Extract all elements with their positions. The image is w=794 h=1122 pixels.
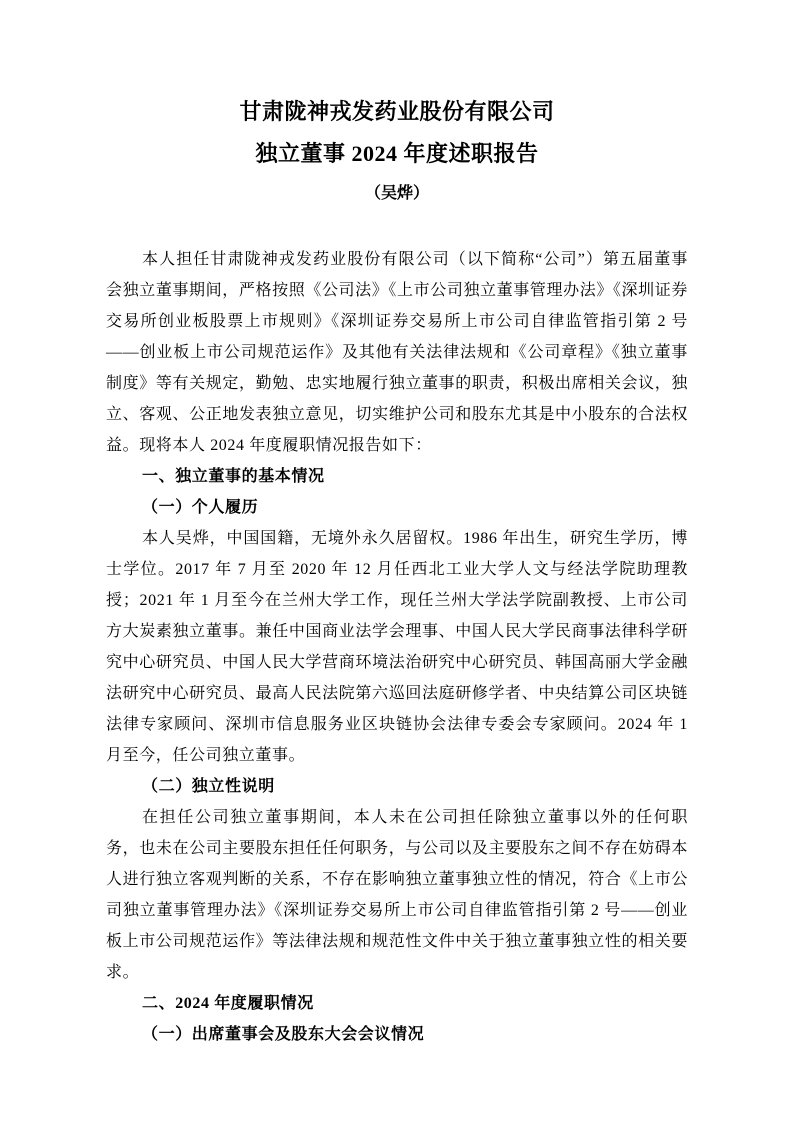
document-body [106, 244, 688, 1050]
doc-title-company: 甘肃陇神戎发药业股份有限公司 [239, 99, 555, 124]
paragraph-personal-resume: 本人吴烨，中国国籍，无境外永久居留权。1986 年出生，研究生学历，博士学位。2017 年 7 月至 2020 年 12 月任西北工业大学人文与经法学院助理教授；2021 年 1 月至今在兰州大学工作，现任兰州大学法学院副教授、上市公司方大炭素独立董事。兼任中国商业法学会理事、中国人民大学民商事法律科学研究中心研究员、中国人民大学营商环境法治研究中心研究员、韩国高丽大学金融法研究中心研究员、最高人民法院第六巡回法庭研修学者、中央结算公司区块链法律专家顾问、深圳市信息服务业区块链协会法律专委会专家顾问。2024 年 1 月至今，任公司独立董事。 [106, 530, 688, 764]
heading-section-2-performance: 二、2024 年度履职情况 [142, 995, 314, 1012]
doc-title-report: 独立董事 2024 年度述职报告 [255, 141, 539, 166]
heading-independence-statement: （二）独立性说明 [142, 778, 275, 795]
paragraph-independence-statement: 在担任公司独立董事期间，本人未在公司担任除独立董事以外的任何职务，也未在公司主要股东担任任何职务，与公司以及主要股东之间不存在妨碍本人进行独立客观判断的关系，不存在影响独立董事独立性的情况，符合《上市公司独立董事管理办法》《深圳证券交易所上市公司自律监管指引第 2 号——创业板上市公司规范运作》等法律法规和规范性文件中关于独立董事独立性的相关要求。 [106, 809, 688, 981]
heading-section-1-basic-info: 一、独立董事的基本情况 [142, 468, 325, 485]
heading-personal-resume: （一）个人履历 [142, 499, 259, 516]
paragraph-intro: 本人担任甘肃陇神戎发药业股份有限公司（以下简称“公司”）第五届董事会独立董事期间，严格按照《公司法》《上市公司独立董事管理办法》《深圳证券交易所创业板股票上市规则》《深圳证券交易所上市公司自律监管指引第 2 号——创业板上市公司规范运作》及其他有关法律法规和《公司章程》《独立董事制度》等有关规定，勤勉、忠实地履行独立董事的职责，积极出席相关会议，独立、客观、公正地发表独立意见，切实维护公司和股东尤其是中小股东的合法权益。现将本人 2024 年度履职情况报告如下： [106, 251, 688, 454]
doc-author-name: （吴烨） [364, 185, 429, 202]
heading-meeting-attendance: （一）出席董事会及股东大会会议情况 [142, 1026, 425, 1043]
